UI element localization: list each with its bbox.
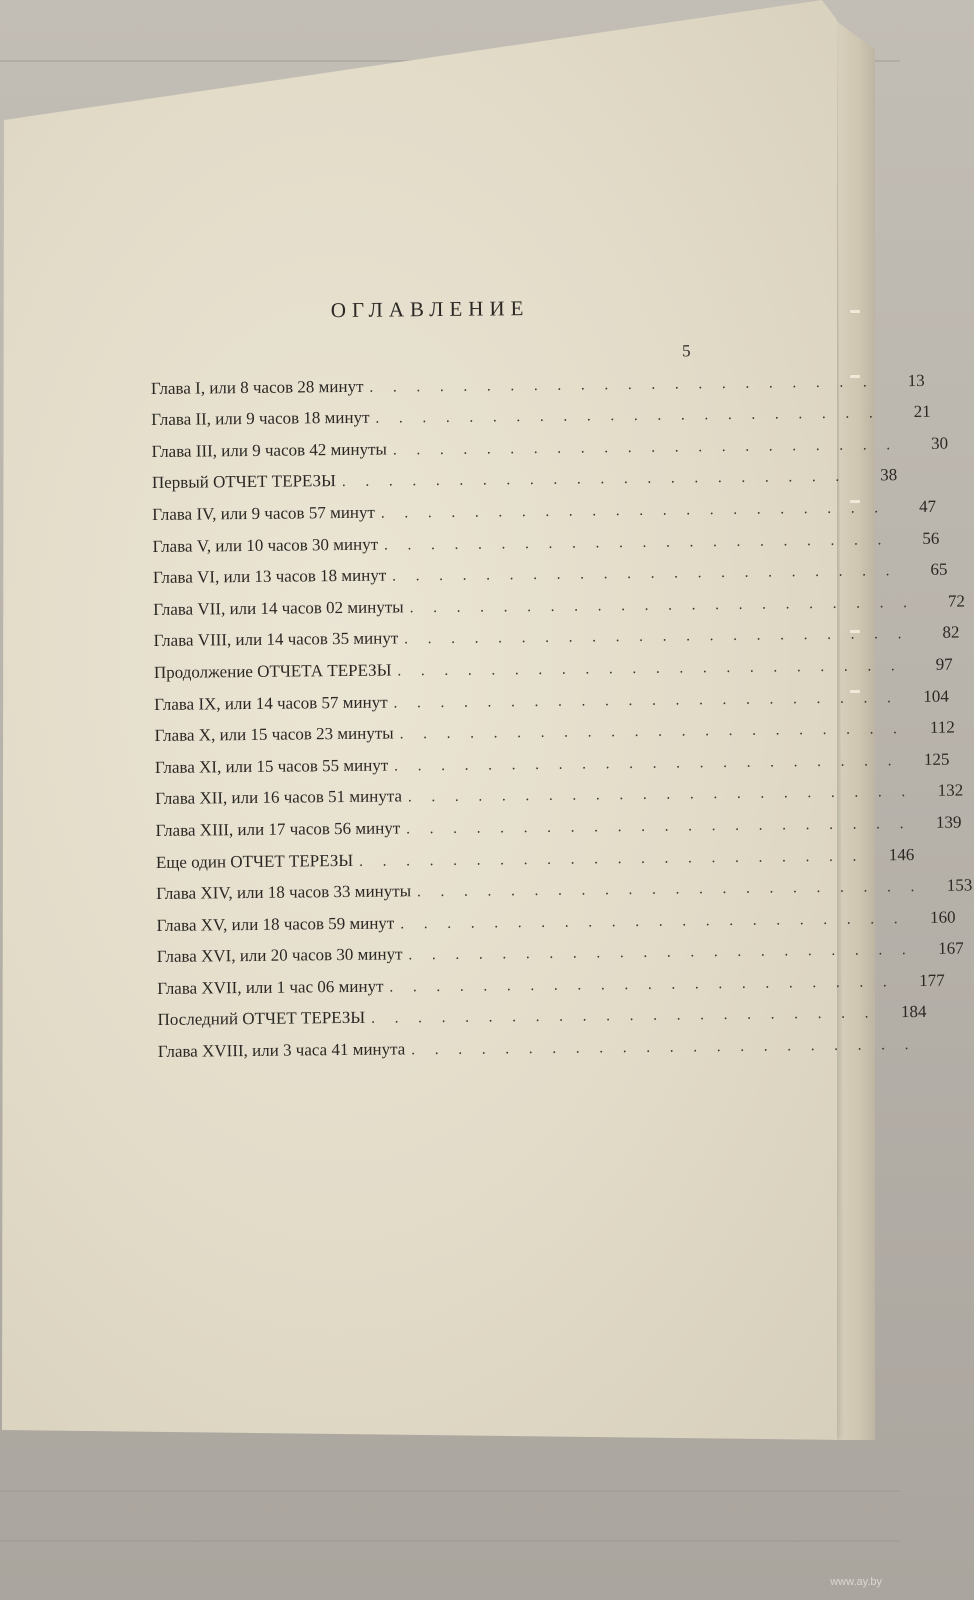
toc-entry-dot-leader: . . . . . . . . . . . . . . . . . . . . . . [406,815,912,838]
toc-entry-dot-leader: . . . . . . . . . . . . . . . . . . . . . . [369,374,875,396]
toc-entry-dot-leader: . . . . . . . . . . . . . . . . . . . . . . [389,974,895,996]
toc-entry-dot-leader: . . . . . . . . . . . . . . . . . . . . . . [341,469,848,491]
toc-entry-page-number: 13 [907,370,925,390]
toc-entry-label: Первый ОТЧЕТ ТЕРЕЗЫ [151,471,337,493]
toc-entry-page-number: 72 [947,591,965,611]
toc-entry-page-number: 177 [919,970,945,990]
toc-entry-label: Глава IV, или 9 часов 57 минут [152,502,375,524]
toc-entry-dot-leader: . . . . . . . . . . . . . . . . . . . . . . [407,784,914,806]
toc-entry-page-number: 38 [880,465,898,485]
toc-entry-label: Глава IX, или 14 часов 57 минут [154,692,388,714]
toc-entry-page-number: 104 [923,686,949,706]
toc-entry [157,1036,917,1073]
toc-entry-dot-leader: . . . . . . . . . . . . . . . . . . . . . . [408,942,914,964]
toc-entry-label: Глава X, или 15 часов 23 минуты [154,723,394,746]
toc-entry-label: Глава XVII, или 1 час 06 минут [157,976,384,998]
toc-entry-page-number: 112 [929,717,955,737]
toc-entry-dot-leader: . . . . . . . . . . . . . . . . . . . . . . [392,436,899,459]
wood-grain-line [0,1540,900,1542]
toc-entry-dot-leader: . . . . . . . . . . . . . . . . . . . . . . [411,1037,917,1059]
toc-entry-label: Глава I, или 8 часов 28 минут [150,376,364,398]
toc-entry-label: Продолжение ОТЧЕТА ТЕРЕЗЫ [153,660,392,682]
toc-entry-dot-leader: . . . . . . . . . . . . . . . . . . . . . . [399,721,905,743]
toc-entry-page-number: 153 [946,875,973,895]
table-of-contents [150,294,973,1073]
toc-entry-dot-leader: . . . . . . . . . . . . . . . . . . . . . . [380,500,887,522]
toc-entry-page-number: 5 [681,341,691,361]
toc-entry-dot-leader: . . . . . . . . . . . . . . . . . . . . . . [397,658,903,680]
toc-entry-page-number: 97 [935,654,953,674]
toc-entry-label: Глава XI, или 15 часов 55 минут [154,755,389,777]
toc-entry-label: Глава V, или 10 часов 30 минут [152,534,379,556]
wood-grain-line [0,1490,900,1492]
toc-entry-page-number: 65 [930,559,948,579]
toc-entry-dot-leader: . . . . . . . . . . . . . . . . . . . . . . [404,626,910,648]
toc-entry-label: Глава XVIII, или 3 часа 41 минута [157,1039,406,1062]
toc-entry-dot-leader: . . . . . . . . . . . . . . . . . . . . . . [416,879,923,901]
toc-entry-page-number: 125 [923,749,950,769]
toc-entry-page-number: 21 [913,402,931,422]
toc-entry-dot-leader: . . . . . . . . . . . . . . . . . . . . . . [394,752,900,775]
toc-entry-label: Глава XV, или 18 часов 59 минут [156,913,395,935]
toc-list [150,341,973,1073]
toc-entry-label: Глава II, или 9 часов 18 минут [151,407,370,430]
toc-entry-page-number: 160 [929,907,956,927]
toc-entry-page-number: 146 [888,844,915,864]
toc-entry-label: Глава VII, или 14 часов 02 минуты [153,597,404,619]
toc-entry-label: Глава VI, или 13 часов 18 минут [152,565,387,588]
toc-entry-page-number: 167 [938,938,964,959]
toc-entry-dot-leader: . . . . . . . . . . . . . . . . . . . . . . [393,689,899,712]
toc-entry-dot-leader: . . . . . . . . . . . . . . . . . . . . . . [375,405,881,427]
toc-entry-dot-leader: . . . . . . . . . . . . . . . . . . . . . . [409,594,915,617]
toc-entry-dot-leader: . . . . . . . . . . . . . . . . . . . . . . [392,563,898,585]
toc-entry-dot-leader [157,357,641,362]
toc-entry-dot-leader: . . . . . . . . . . . . . . . . . . . . . . [383,531,890,554]
toc-entry-dot-leader: . . . . . . . . . . . . . . . . . . . . . . [359,848,865,870]
toc-entry-dot-leader: . . . . . . . . . . . . . . . . . . . . . . [371,1005,877,1028]
toc-entry-dot-leader: . . . . . . . . . . . . . . . . . . . . . . [400,910,906,933]
toc-entry-label: Глава VIII, или 14 часов 35 минут [153,628,399,651]
toc-entry-label: Глава XIV, или 18 часов 33 минуты [156,881,412,904]
toc-entry-page-number: 47 [919,496,937,516]
toc-entry-page-number: 184 [900,1002,927,1022]
toc-entry-page-number: 30 [931,433,949,453]
toc-entry-page-number: 139 [935,812,962,832]
watermark: www.ay.by [830,1576,882,1588]
toc-entry-label: Глава XIII, или 17 часов 56 минут [155,818,401,840]
toc-entry-label: Глава III, или 9 часов 42 минуты [151,439,387,461]
binding-stitch [850,310,860,313]
toc-entry-page-number: 132 [937,780,964,801]
toc-entry-label: Глава XVI, или 20 часов 30 минут [156,944,403,967]
toc-entry-label: Еще один ОТЧЕТ ТЕРЕЗЫ [155,850,354,872]
toc-entry-label: Глава XII, или 16 часов 51 минута [155,786,403,809]
toc-entry-page-number: 56 [922,528,940,548]
toc-entry-label: Последний ОТЧЕТ ТЕРЕЗЫ [157,1008,366,1030]
toc-title: ОГЛАВЛЕНИЕ [330,296,530,323]
toc-entry-page-number: 82 [942,622,960,643]
